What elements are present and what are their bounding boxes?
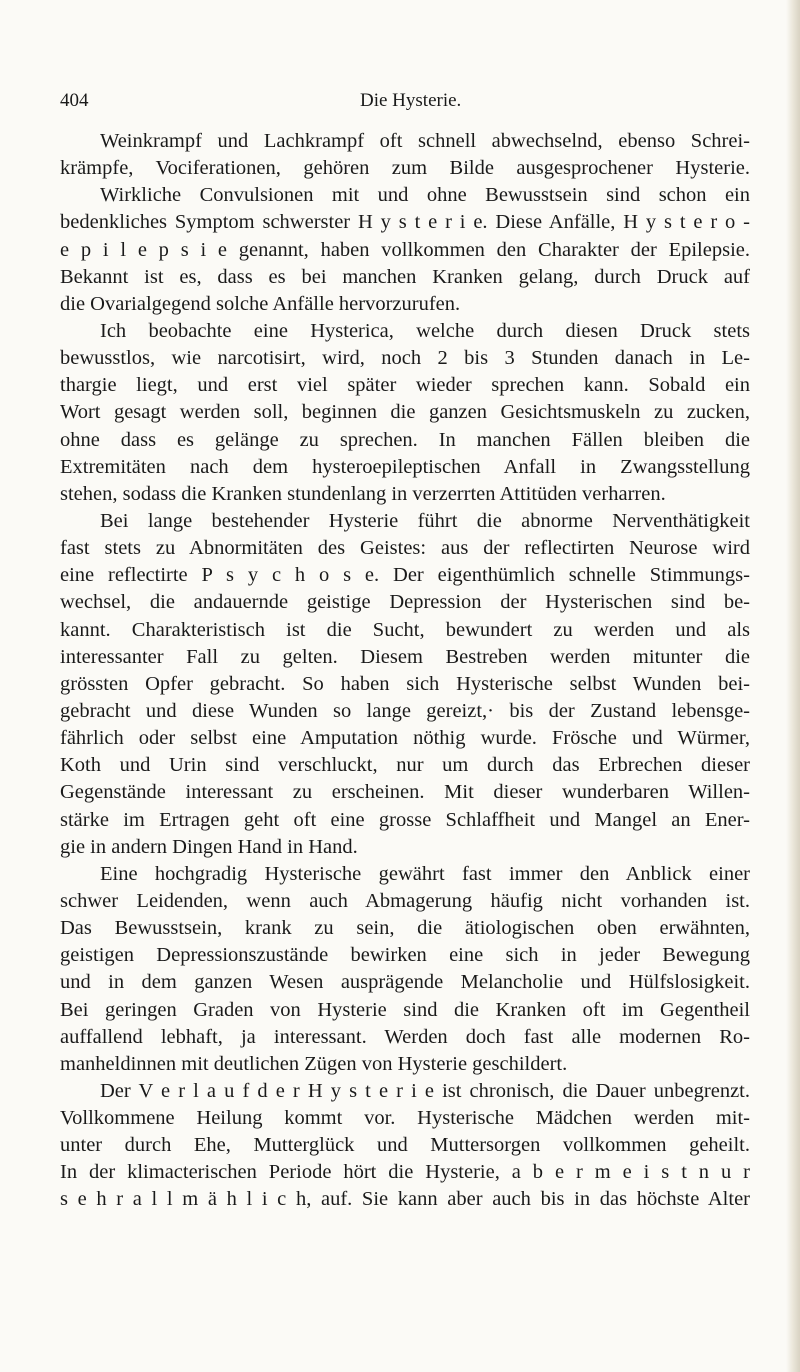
text-line: geistigen Depressionszustände bewirken eine sich in jeder Bewegung <box>60 944 750 967</box>
running-head <box>60 90 750 114</box>
text-line: fast stets zu Abnormitäten des Geistes: aus der reflectirten Neurose wird <box>60 537 750 560</box>
running-title: Die Hysterie. <box>360 90 462 111</box>
text-line: Das Bewusstsein, krank zu sein, die ätiologischen oben erwähnten, <box>60 917 750 940</box>
text-line: Weinkrampf und Lachkrampf oft schnell abwechselnd, ebenso Schrei- <box>100 130 750 152</box>
text-line: Der V e r l a u f d e r H y s t e r i e ist chronisch, die Dauer unbegrenzt. <box>100 1079 750 1102</box>
text-line: In der klimacterischen Periode hört die Hysterie, a b e r m e i s t n u r <box>60 1161 750 1184</box>
body-text <box>60 128 750 1214</box>
text-line: thargie liegt, und erst viel später wieder sprechen kann. Sobald ein <box>60 374 750 397</box>
text-line: eine reflectirte P s y c h o s e. Der eigenthümlich schnelle Stimmungs- <box>60 564 750 587</box>
text-line: gie in andern Dingen Hand in Hand. <box>60 835 358 858</box>
text-line: ohne dass es gelänge zu sprechen. In manchen Fällen bleiben die <box>60 428 750 451</box>
text-line: Ich beobachte eine Hysterica, welche durch diesen Druck stets <box>100 319 750 342</box>
text-line: s e h r a l l m ä h l i c h, auf. Sie kann aber auch bis in das höchste Alter <box>60 1188 750 1211</box>
text-line: stehen, sodass die Kranken stundenlang in verzerrten Attitüden verharren. <box>60 482 666 505</box>
text-line: Extremitäten nach dem hysteroepileptischen Anfall in Zwangsstellung <box>60 455 750 478</box>
text-line: manheldinnen mit deutlichen Zügen von Hysterie geschildert. <box>60 1052 568 1075</box>
text-line: und in dem ganzen Wesen ausprägende Melancholie und Hülfslosigkeit. <box>60 971 750 994</box>
text-line: Wirkliche Convulsionen mit und ohne Bewusstsein sind schon ein <box>100 184 750 207</box>
text-line: wechsel, die andauernde geistige Depression der Hysterischen sind be- <box>60 591 750 614</box>
text-line: interessanter Fall zu gelten. Diesem Bestreben werden mitunter die <box>60 645 750 668</box>
text-line: schwer Leidenden, wenn auch Abmagerung häufig nicht vorhanden ist. <box>60 889 750 912</box>
page-number: 404 <box>60 90 89 111</box>
text-line: unter durch Ehe, Mutterglück und Muttersorgen vollkommen geheilt. <box>60 1134 750 1157</box>
text-line: kannt. Charakteristisch ist die Sucht, bewundert zu werden und als <box>60 618 750 641</box>
text-line: krämpfe, Vociferationen, gehören zum Bilde ausgesprochener Hysterie. <box>60 157 750 180</box>
text-line: gebracht und diese Wunden so lange gereizt,· bis der Zustand lebensge- <box>60 699 750 722</box>
text-line: bewusstlos, wie narcotisirt, wird, noch 2 bis 3 Stunden danach in Le- <box>60 347 750 370</box>
text-line: Eine hochgradig Hysterische gewährt fast immer den Anblick einer <box>100 862 750 885</box>
text-line: Vollkommene Heilung kommt vor. Hysterische Mädchen werden mit- <box>60 1107 750 1130</box>
text-line: Wort gesagt werden soll, beginnen die ganzen Gesichtsmuskeln zu zucken, <box>60 401 750 424</box>
text-line: Koth und Urin sind verschluckt, nur um durch das Erbrechen dieser <box>60 754 750 777</box>
text-line: fährlich oder selbst eine Amputation nöthig wurde. Frösche und Würmer, <box>60 727 750 750</box>
text-line: Bei lange bestehender Hysterie führt die abnorme Nerventhätigkeit <box>100 509 750 532</box>
text-line: Bekannt ist es, dass es bei manchen Kranken gelang, durch Druck auf <box>60 265 750 288</box>
text-line: Gegenstände interessant zu erscheinen. Mit dieser wunderbaren Willen- <box>60 781 750 804</box>
text-line: bedenkliches Symptom schwerster H y s t e r i e. Diese Anfälle, H y s t e r o - <box>60 211 750 234</box>
text-line: die Ovarialgegend solche Anfälle hervorzurufen. <box>60 292 461 315</box>
text-line: e p i l e p s i e genannt, haben vollkommen den Charakter der Epilepsie. <box>60 238 750 261</box>
text-line: auffallend lebhaft, ja interessant. Werden doch fast alle modernen Ro- <box>60 1025 750 1048</box>
page-edge-shadow <box>786 0 800 1372</box>
text-line: Bei geringen Graden von Hysterie sind die Kranken oft im Gegentheil <box>60 998 750 1021</box>
text-line: grössten Opfer gebracht. So haben sich Hysterische selbst Wunden bei- <box>60 672 750 695</box>
text-line: stärke im Ertragen geht oft eine grosse Schlaffheit und Mangel an Ener- <box>60 808 750 831</box>
